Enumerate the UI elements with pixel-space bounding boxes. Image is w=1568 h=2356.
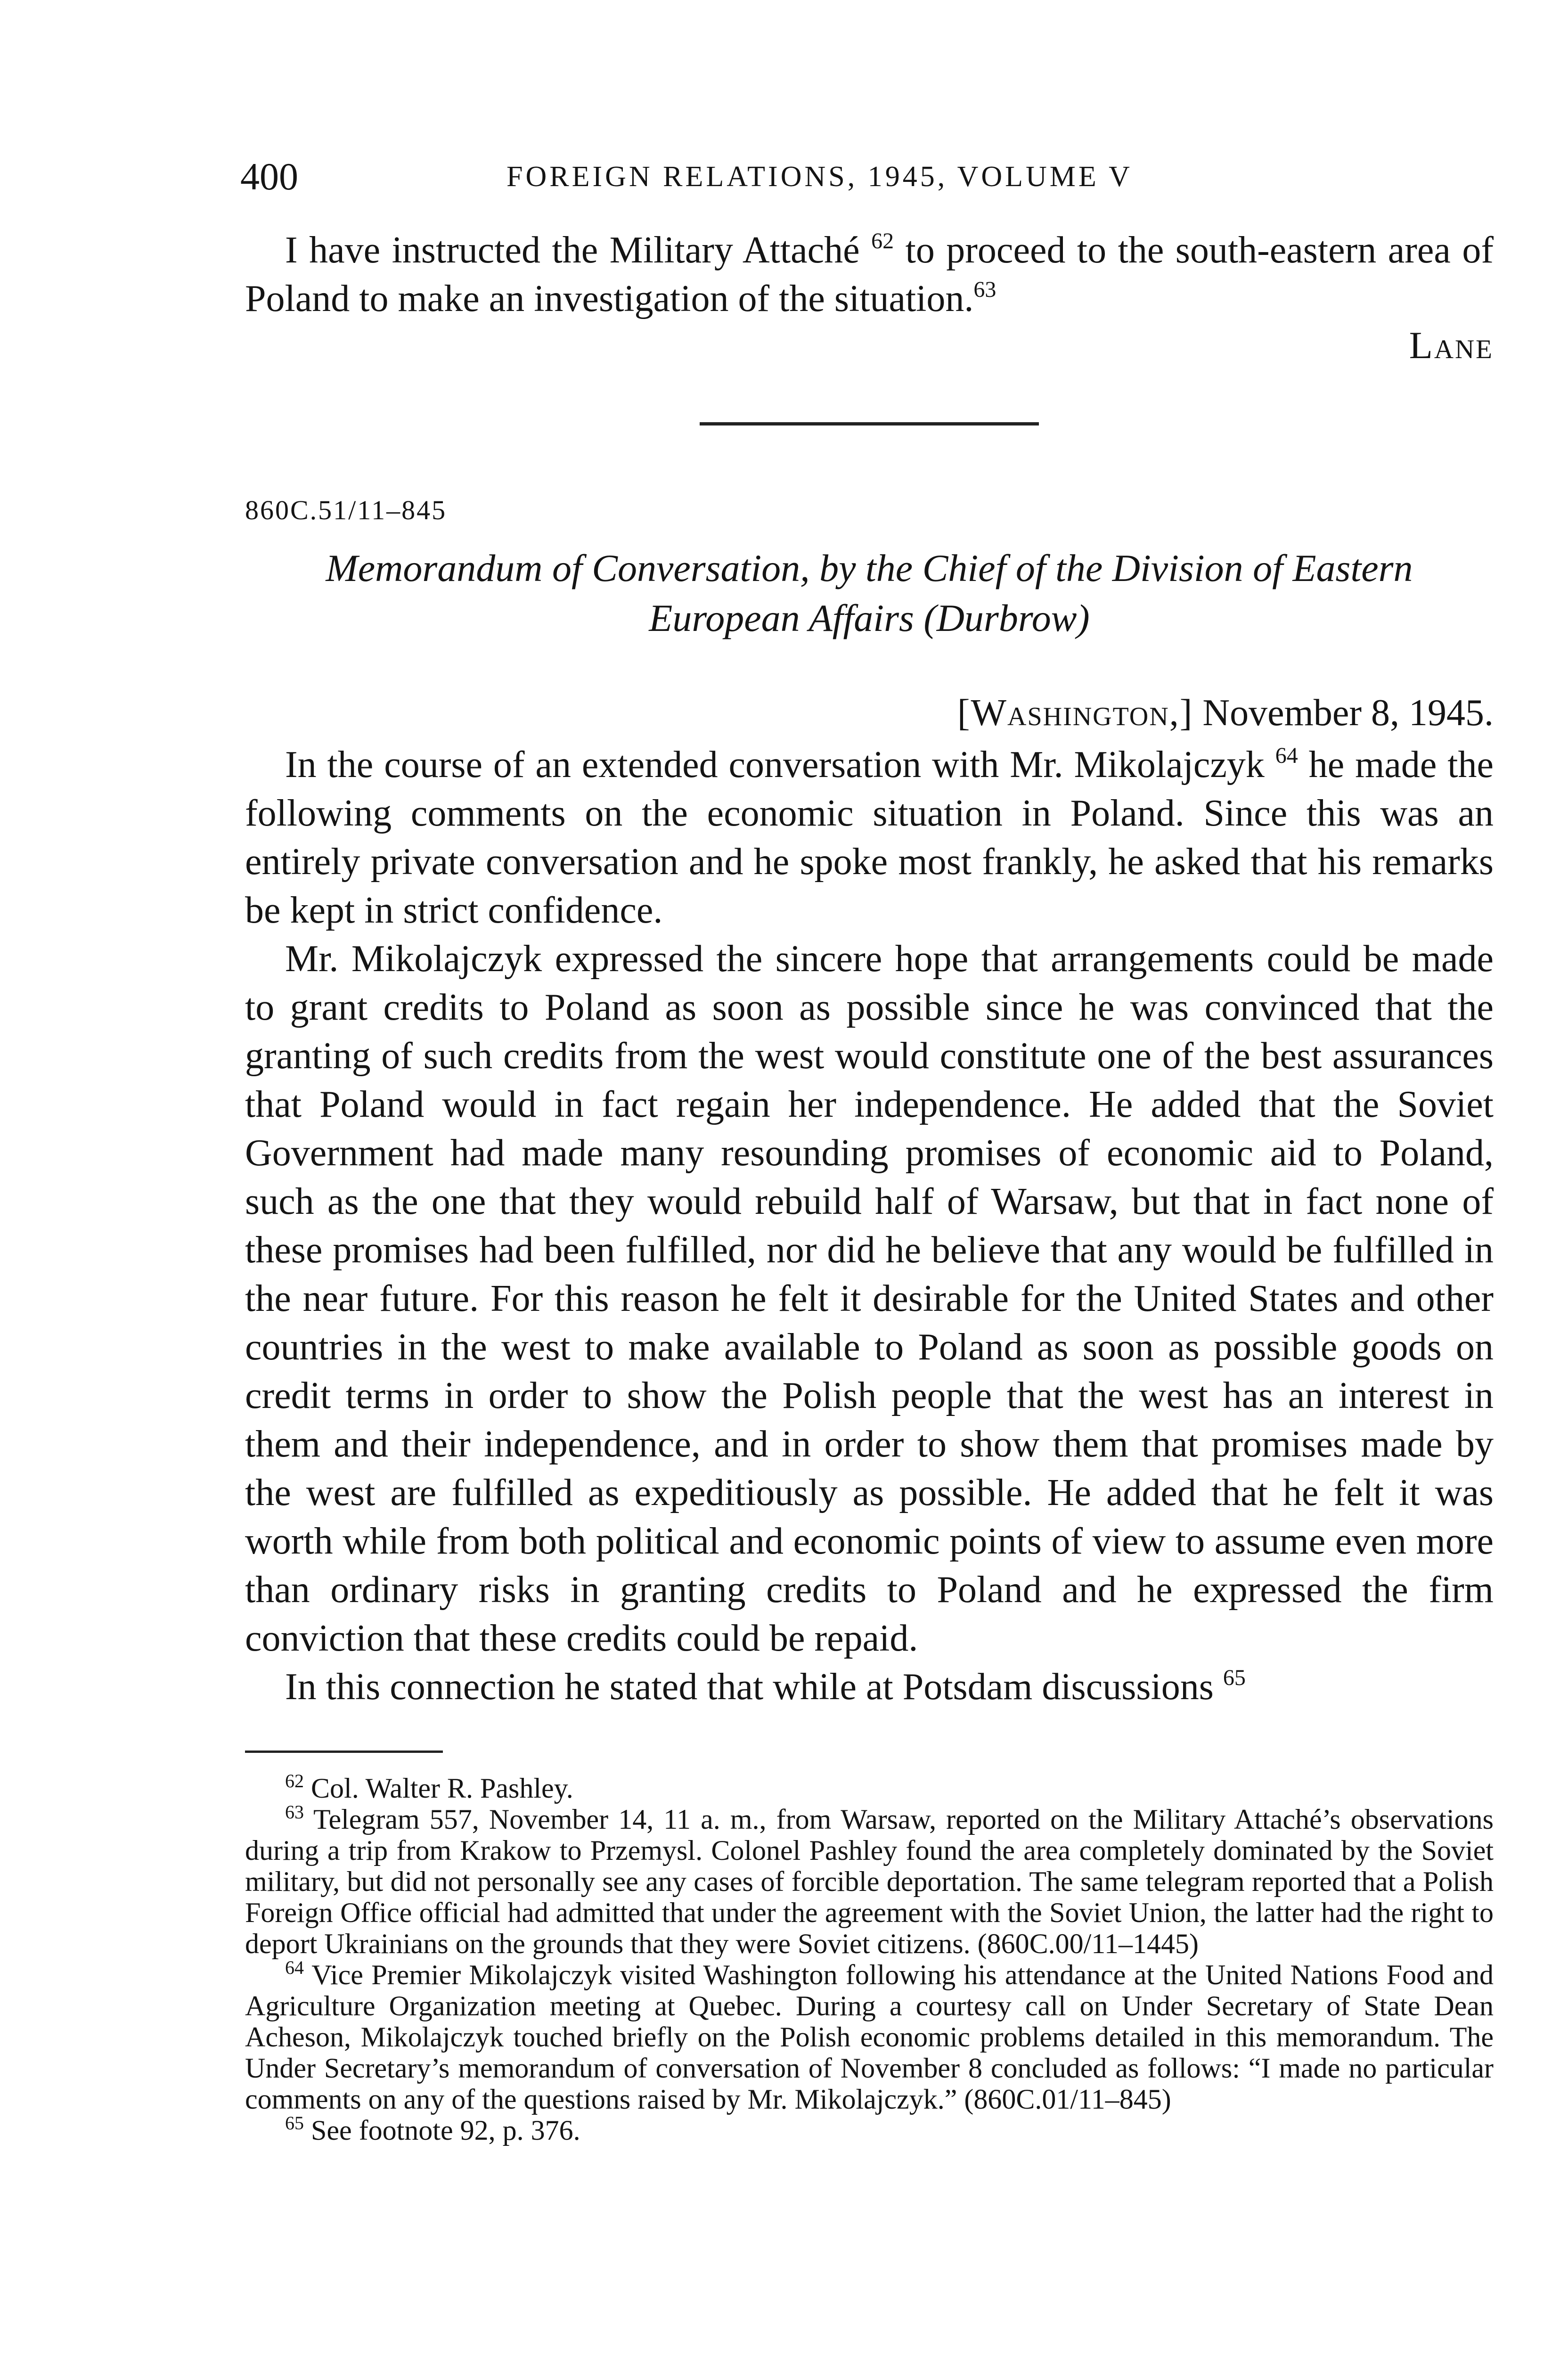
body-paragraph-2: Mr. Mikolajczyk expressed the sincere hope that arrangements could be made to grant credits to Poland as soon as possible since he was convinced that the granting of such credits from the west would constitute one of the best assurances that Poland would in fact regain her independence. He added that the Soviet Government had made many resounding promises of economic aid to Poland, such as the one that they would rebuild half of Warsaw, but that in fact none of these promises had been fulfilled, nor did he believe that any would be fulfilled in the near future. For this reason he felt it desirable for the United States and other countries in the west to make available to Poland as soon as possible goods on credit terms in order to show the Polish people that the west has an interest in them and their independence, and in order to show them that promises made by the west are fulfilled as expeditiously as possible. He added that he felt it was worth while from both political and economic points of view to assume even more than ordinary risks in granting credits to Poland and he expressed the firm conviction that these credits could be repaid. (245, 938, 1494, 1659)
footnote-63 (245, 1801, 1494, 1959)
body-paragraph-1-text: In the course of an extended conversation with Mr. Mikolajczyk (285, 744, 1265, 785)
footnote-ref-65: 65 (1223, 1665, 1246, 1690)
body-paragraph-3-text: In this connection he stated that while at Potsdam discussions (285, 1666, 1214, 1708)
body-paragraph-3 (245, 1663, 1494, 1711)
footnote-64 (245, 1959, 1494, 2115)
file-number: 860C.51/11–845 (245, 495, 447, 525)
document-title-line-1: Memorandum of Conversation, by the Chief of the Division of Eastern (326, 547, 1413, 589)
dateline-place: [Washington,] (957, 692, 1193, 734)
opening-paragraph-text-2: to proceed to the south-eastern area of Poland to make an investigation of the situation. (245, 229, 1494, 319)
document-title (245, 543, 1494, 643)
footnote-ref-62: 62 (871, 229, 894, 254)
opening-paragraph (245, 226, 1494, 323)
footnote-ref-63: 63 (973, 277, 996, 302)
body-paragraph-1-text-2: he made the following comments on the economic situation in Poland. Since this was an entirely private conversation and he spoke most frankly, he asked that his remarks be kept in strict confidence. (245, 744, 1494, 931)
main-text (245, 226, 1494, 1711)
footnote-text: Vice Premier Mikolajczyk visited Washington following his attendance at the United Nations Food and Agriculture Organization meeting at Quebec. During a courtesy call on Under Secretary of State Dean Acheson, Mikolajczyk touched briefly on the Polish economic problems detailed in this memorandum. The Under Secretary’s memorandum of conversation of November 8 concluded as follows: “I made no particular comments on any of the questions raised by Mr. Mikolajczyk.” (860C.01/11–845) (245, 1959, 1494, 2115)
dateline-date: November 8, 1945. (1202, 692, 1494, 734)
page-number: 400 (240, 155, 298, 198)
footnote-ref-64: 64 (1275, 743, 1298, 768)
footnote-divider (245, 1751, 443, 1753)
footnote-number: 62 (285, 1770, 304, 1792)
dateline (245, 688, 1494, 738)
footnote-65 (245, 2112, 1494, 2146)
footnote-number: 63 (285, 1801, 304, 1823)
section-divider (700, 422, 1039, 425)
footnote-text: Telegram 557, November 14, 11 a. m., from Warsaw, reported on the Military Attaché’s observations during a trip from Krakow to Przemysl. Colonel Pashley found the area completely dominated by the Soviet military, but did not personally see any cases of forcible deportation. The same telegram reported that a Polish Foreign Office official had admitted that under the agreement with the Soviet Union, the latter had the right to deport Ukrainians on the grounds that they were Soviet citizens. (860C.00/11–1445) (245, 1804, 1494, 1959)
opening-paragraph-text: I have instructed the Military Attaché (285, 229, 860, 271)
running-head: FOREIGN RELATIONS, 1945, VOLUME V (506, 161, 1133, 193)
signature: Lane (1409, 324, 1494, 367)
document-title-line-2: European Affairs (Durbrow) (649, 597, 1090, 639)
footnote-text: See footnote 92, p. 376. (311, 2115, 580, 2146)
footnote-text: Col. Walter R. Pashley. (311, 1773, 573, 1804)
footnote-number: 64 (285, 1957, 304, 1978)
footnote-number: 65 (285, 2112, 304, 2134)
page-header (240, 151, 1491, 203)
body-paragraph-1 (245, 741, 1494, 935)
footnotes (245, 1751, 1494, 2146)
footnote-62 (245, 1770, 1494, 1804)
